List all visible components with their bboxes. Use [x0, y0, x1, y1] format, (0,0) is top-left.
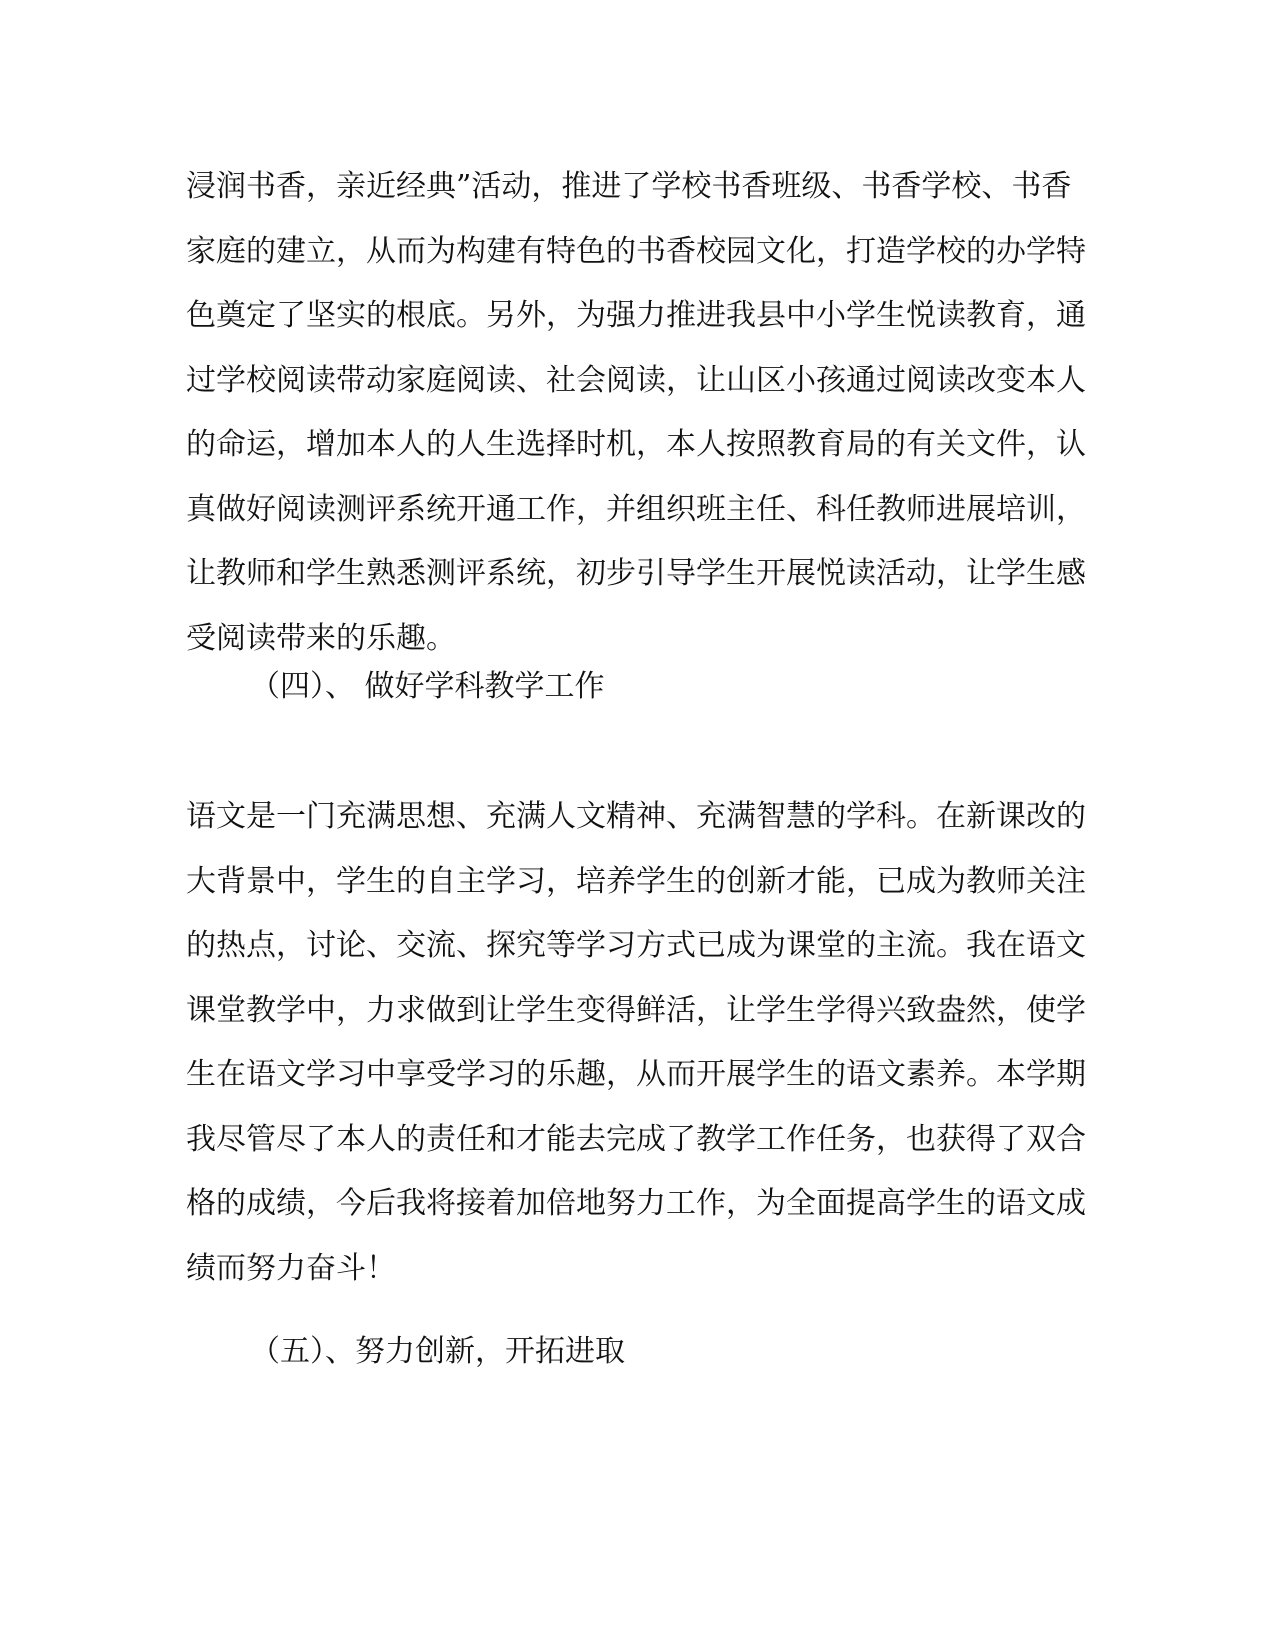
- section-heading-5: [250, 1320, 950, 1385]
- text-line: 的热点，讨论、交流、探究等学习方式已成为课堂的主流。我在语文: [186, 928, 1086, 963]
- text-line: 过学校阅读带动家庭阅读、社会阅读，让山区小孩通过阅读改变本人: [186, 362, 1086, 398]
- text-line: 课堂教学中，力求做到让学生变得鲜活，让学生学得兴致盎然，使学: [186, 992, 1086, 1028]
- text-line: 绩而努力奋斗！: [186, 1250, 396, 1286]
- text-line: 大背景中，学生的自主学习，培养学生的创新才能，已成为教师关注: [186, 863, 1086, 899]
- text-line: 真做好阅读测评系统开通工作，并组织班主任、科任教师进展培训，: [186, 491, 1086, 527]
- text-line: 让教师和学生熟悉测评系统，初步引导学生开展悦读活动，让学生感: [186, 556, 1086, 591]
- heading-text: （五）、努力创新，开拓进取: [250, 1334, 625, 1369]
- text-line: 家庭的建立，从而为构建有特色的书香校园文化，打造学校的办学特: [186, 233, 1086, 269]
- text-line: 受阅读带来的乐趣。: [186, 620, 456, 656]
- text-line: 浸润书香，亲近经典”活动，推进了学校书香班级、书香学校、书香: [186, 169, 1072, 204]
- paragraph-reading-activities: [186, 155, 1086, 671]
- text-line: 生在语文学习中享受学习的乐趣，从而开展学生的语文素养。本学期: [186, 1057, 1086, 1092]
- text-line: 的命运，增加本人的人生选择时机，本人按照教育局的有关文件，认: [186, 427, 1086, 462]
- text-line: 格的成绩，今后我将接着加倍地努力工作，为全面提高学生的语文成: [186, 1186, 1086, 1221]
- paragraph-subject-teaching: [186, 785, 1086, 1301]
- section-heading-4: [250, 655, 950, 720]
- text-line: 我尽管尽了本人的责任和才能去完成了教学工作任务，也获得了双合: [186, 1121, 1086, 1157]
- text-line: 语文是一门充满思想、充满人文精神、充满智慧的学科。在新课改的: [186, 799, 1086, 834]
- heading-text: （四）、 做好学科教学工作: [250, 669, 605, 704]
- text-line: 色奠定了坚实的根底。另外，为强力推进我县中小学生悦读教育，通: [186, 298, 1086, 333]
